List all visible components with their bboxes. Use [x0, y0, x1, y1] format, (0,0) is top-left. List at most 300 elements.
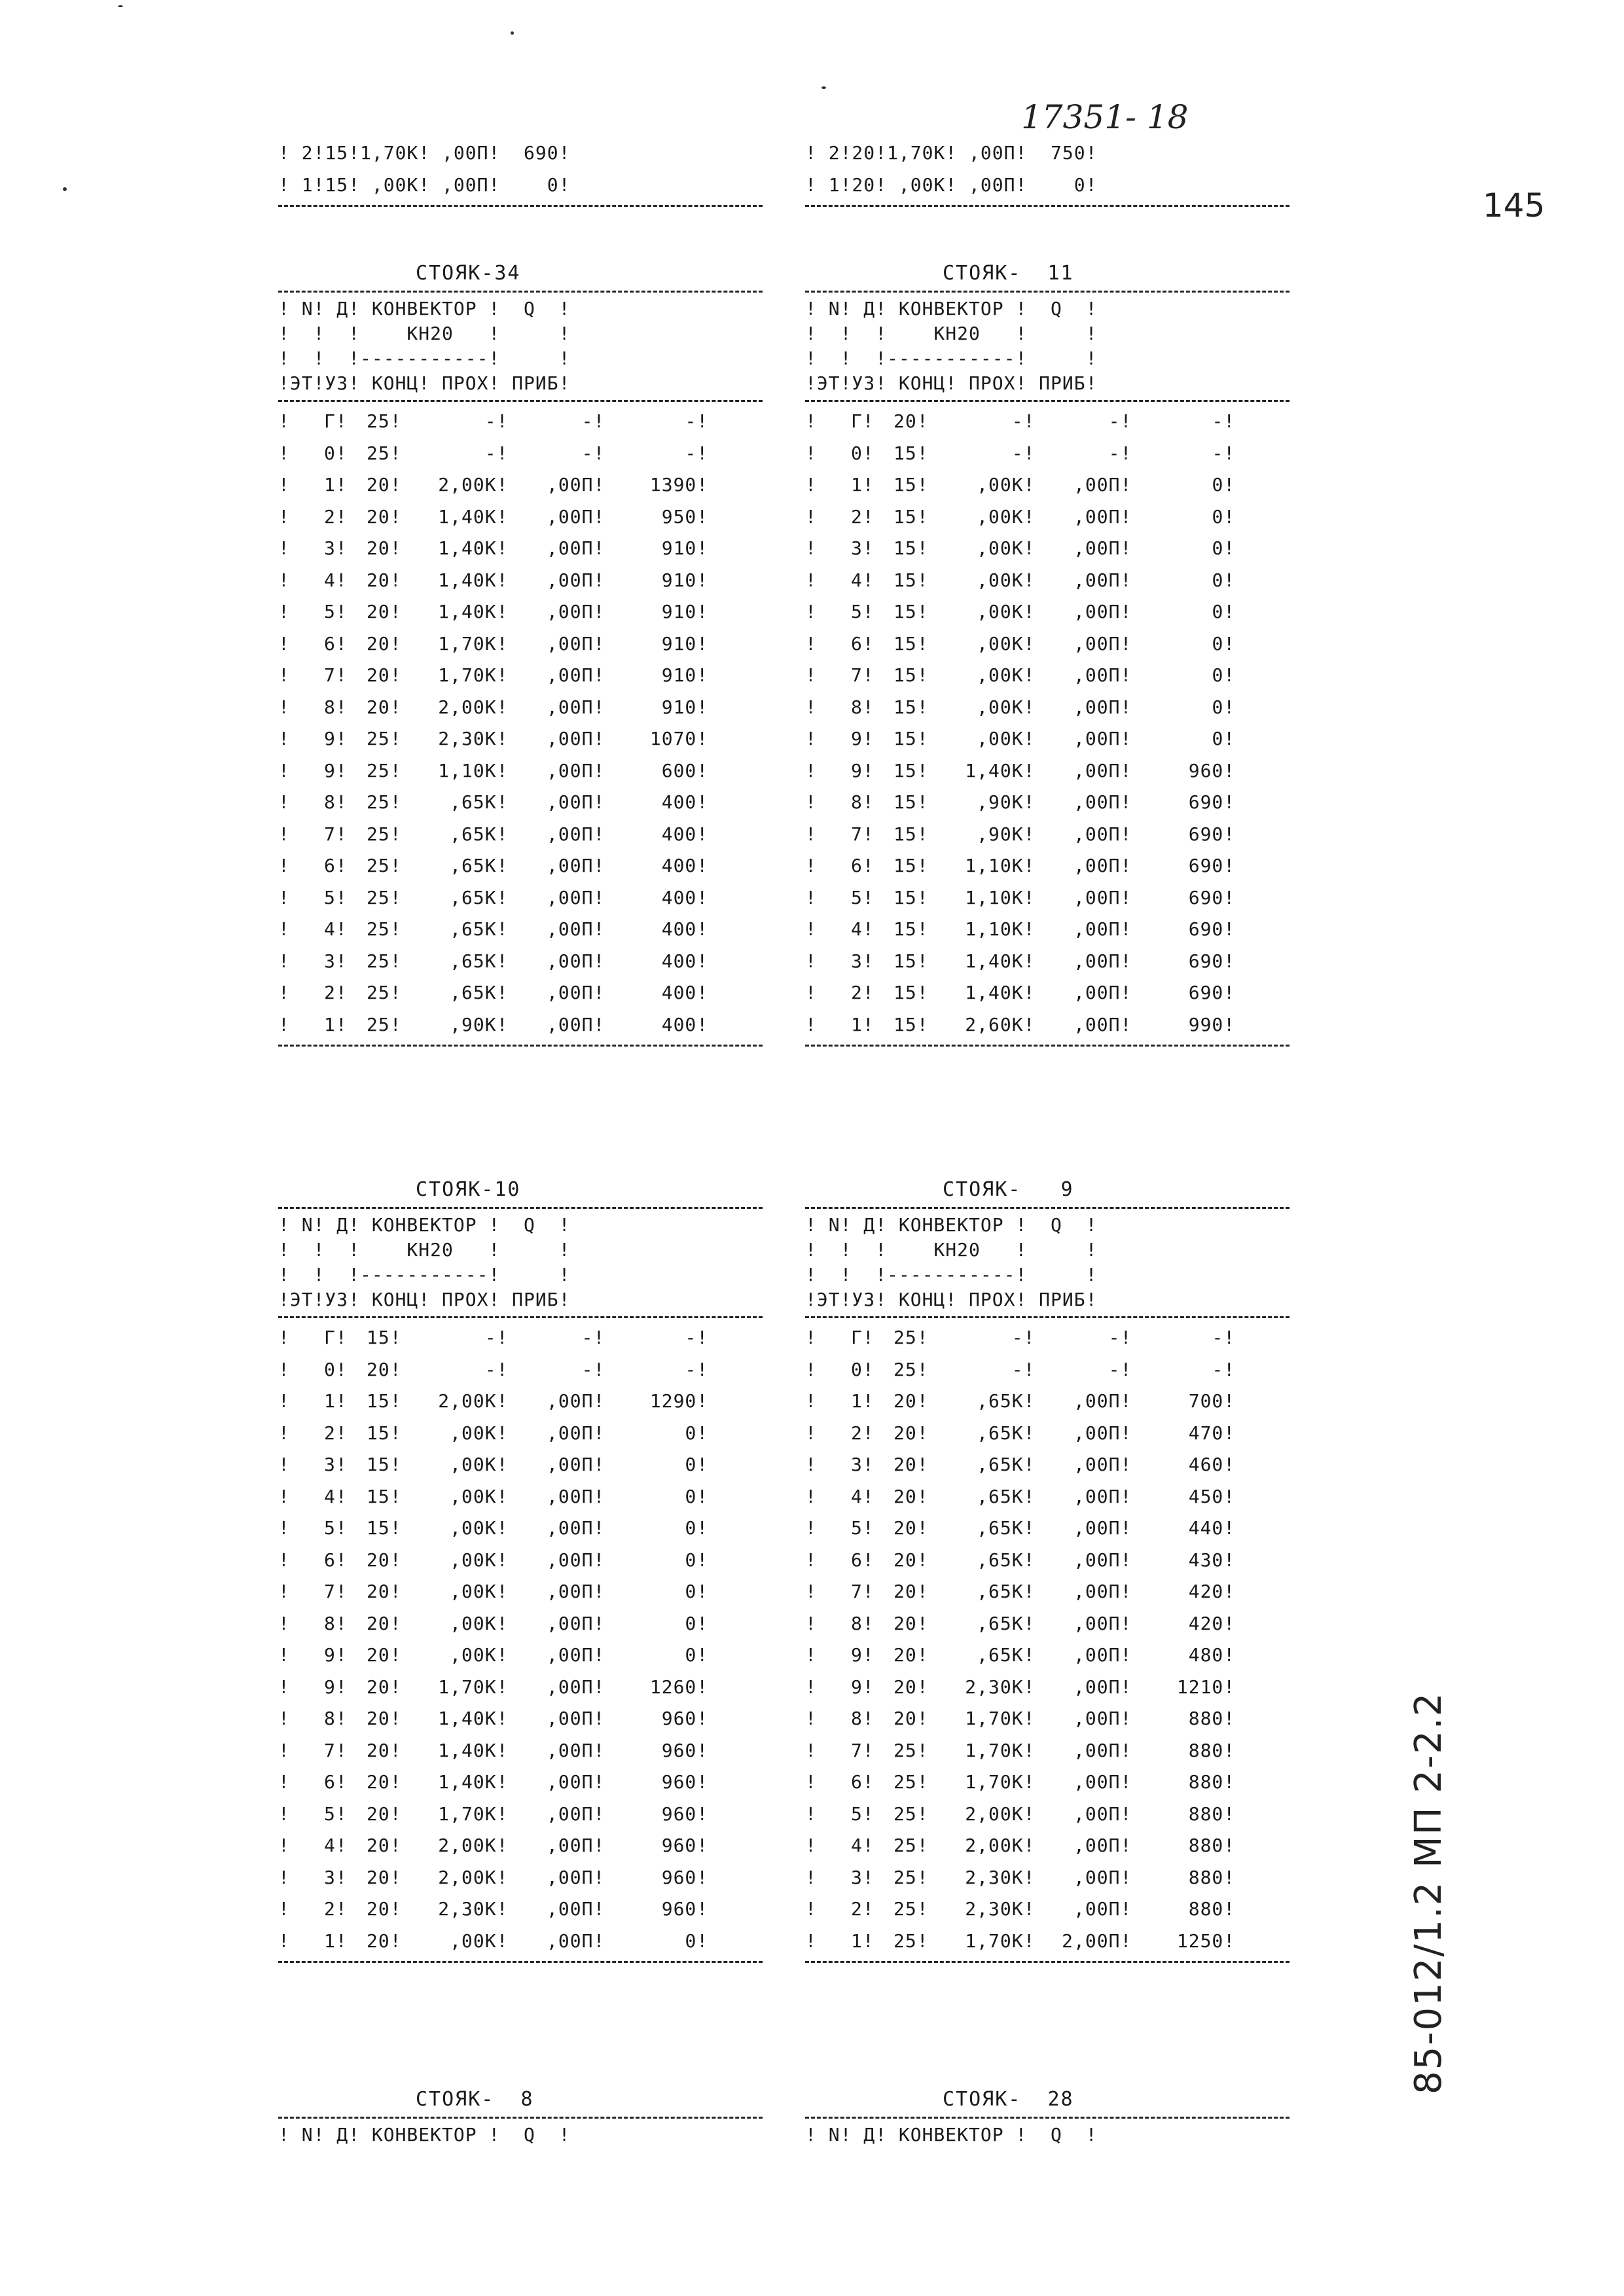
pass-convector-cell: ,00П	[547, 1898, 594, 1920]
column-separator: !	[862, 823, 875, 845]
column-separator: !	[696, 1549, 709, 1571]
table-header-line: ! ! !-----------! !	[278, 348, 571, 369]
pass-convector-cell: ,00П	[547, 569, 594, 591]
heat-load-cell: -	[685, 442, 697, 464]
heat-load-cell: 400	[661, 823, 697, 845]
floor-cell: 3	[324, 537, 336, 559]
column-separator: !	[389, 791, 402, 813]
riser-table	[805, 2088, 1290, 2147]
column-separator: !	[593, 1549, 605, 1571]
heat-load-cell: 0	[685, 1929, 697, 1952]
column-separator: !	[278, 1549, 290, 1571]
column-separator: !	[696, 1644, 709, 1666]
column-separator: !	[496, 1739, 509, 1761]
column-separator: !	[805, 1898, 817, 1920]
column-separator: !	[805, 1358, 817, 1380]
pass-convector-cell: -	[581, 1358, 594, 1380]
end-convector-cell: -	[484, 442, 497, 464]
column-separator: !	[1120, 442, 1132, 464]
column-separator: !	[1223, 855, 1236, 876]
heat-load-cell: 910	[661, 569, 697, 591]
column-separator: !	[696, 664, 709, 686]
column-separator: !	[278, 950, 290, 972]
floor-cell: 8	[851, 1612, 863, 1634]
end-convector-cell: 1,40К	[438, 601, 497, 622]
diameter-cell: 15	[893, 569, 917, 591]
diameter-cell: 20	[367, 1581, 390, 1602]
column-separator: !	[916, 505, 929, 528]
end-convector-cell: ,00К	[450, 1581, 497, 1602]
end-convector-cell: 1,70К	[438, 664, 497, 686]
pass-convector-cell: ,00П	[547, 1771, 594, 1793]
table-header-line: ! ! !-----------! !	[278, 1264, 571, 1285]
column-separator: !	[278, 982, 290, 1003]
column-separator: !	[696, 791, 709, 813]
column-separator: !	[335, 1581, 348, 1602]
end-convector-cell: 1,70К	[965, 1739, 1024, 1761]
column-separator: !	[916, 823, 929, 845]
column-separator: !	[696, 601, 709, 622]
column-separator: !	[278, 1581, 290, 1602]
floor-cell: 1	[851, 1390, 863, 1412]
floor-cell: 5	[851, 886, 863, 908]
pass-convector-cell: -	[1108, 1358, 1121, 1380]
column-separator: !	[389, 696, 402, 718]
pass-convector-cell: 2,00П	[1062, 1929, 1121, 1952]
column-separator: !	[805, 696, 817, 718]
end-convector-cell: ,65К	[977, 1644, 1024, 1666]
table-header-line: !ЭТ!УЗ! КОНЦ! ПРОХ! ПРИБ!	[805, 1289, 1098, 1310]
column-separator: !	[1120, 886, 1132, 908]
diameter-cell: 25	[893, 1739, 917, 1761]
column-separator: !	[1023, 1327, 1036, 1348]
column-separator: !	[335, 886, 348, 908]
column-separator: !	[1023, 664, 1036, 686]
column-separator: !	[1223, 791, 1236, 813]
diameter-cell: 20	[893, 1390, 917, 1412]
column-separator: !	[389, 537, 402, 559]
column-separator: !	[805, 1517, 817, 1539]
column-separator: !	[278, 537, 290, 559]
floor-cell: 7	[851, 664, 863, 686]
end-convector-cell: ,00К	[977, 601, 1024, 622]
floor-cell: 1	[851, 1929, 863, 1952]
floor-cell: 6	[324, 632, 336, 655]
column-separator: !	[1223, 1581, 1236, 1602]
end-convector-cell: ,00К	[450, 1485, 497, 1507]
pass-convector-cell: ,00П	[1074, 759, 1121, 781]
column-separator: !	[805, 1771, 817, 1793]
column-separator: !	[335, 950, 348, 972]
column-separator: !	[278, 728, 290, 749]
column-separator: !	[593, 855, 605, 876]
heat-load-cell: 880	[1188, 1771, 1224, 1793]
table-fragment-left	[278, 137, 763, 211]
table-row	[805, 850, 1290, 882]
column-separator: !	[593, 1803, 605, 1825]
heat-load-cell: -	[685, 1327, 697, 1348]
floor-cell: 1	[324, 474, 336, 495]
diameter-cell: 15	[367, 1422, 390, 1444]
column-separator: !	[389, 886, 402, 908]
column-separator: !	[1120, 1422, 1132, 1444]
column-separator: !	[1120, 1327, 1132, 1348]
column-separator: !	[696, 1390, 709, 1412]
heat-load-cell: -	[1212, 1358, 1224, 1380]
column-separator: !	[593, 1835, 605, 1856]
floor-cell: 9	[324, 1676, 336, 1698]
floor-cell: 4	[851, 918, 863, 940]
column-separator: !	[862, 410, 875, 432]
column-separator: !	[862, 950, 875, 972]
column-separator: !	[1023, 1739, 1036, 1761]
diameter-cell: 15	[367, 1390, 390, 1412]
end-convector-cell: -	[1011, 1358, 1024, 1380]
table-row	[278, 1009, 763, 1041]
end-convector-cell: -	[1011, 442, 1024, 464]
floor-cell: 6	[324, 1549, 336, 1571]
diameter-cell: 20	[893, 1644, 917, 1666]
table-row	[805, 469, 1290, 501]
end-convector-cell: 1,40К	[438, 505, 497, 528]
column-separator: !	[1120, 601, 1132, 622]
pass-convector-cell: ,00П	[1074, 505, 1121, 528]
end-convector-cell: 1,40К	[438, 1771, 497, 1793]
column-separator: !	[696, 982, 709, 1003]
column-separator: !	[278, 1422, 290, 1444]
diameter-cell: 25	[367, 410, 390, 432]
column-separator: !	[1120, 505, 1132, 528]
heat-load-cell: 690	[1188, 823, 1224, 845]
pass-convector-cell: ,00П	[1074, 1739, 1121, 1761]
column-separator: !	[278, 791, 290, 813]
column-separator: !	[696, 1803, 709, 1825]
column-separator: !	[805, 1485, 817, 1507]
column-separator: !	[1023, 1771, 1036, 1793]
column-separator: !	[593, 442, 605, 464]
document-stamp: 17351- 18	[1021, 98, 1189, 136]
diameter-cell: 20	[367, 1835, 390, 1856]
column-separator: !	[805, 410, 817, 432]
column-separator: !	[593, 1866, 605, 1888]
column-separator: !	[593, 1358, 605, 1380]
pass-convector-cell: ,00П	[1074, 1803, 1121, 1825]
end-convector-cell: ,00К	[977, 632, 1024, 655]
column-separator: !	[1120, 1517, 1132, 1539]
table-row	[805, 755, 1290, 787]
column-separator: !	[805, 1739, 817, 1761]
column-separator: !	[1223, 1803, 1236, 1825]
floor-cell: 1	[324, 1929, 336, 1952]
end-convector-cell: ,65К	[450, 950, 497, 972]
table-row	[278, 1703, 763, 1735]
column-separator: !	[1223, 982, 1236, 1003]
column-separator: !	[335, 855, 348, 876]
column-separator: !	[862, 1708, 875, 1729]
diameter-cell: 15	[367, 1485, 390, 1507]
floor-cell: 8	[851, 791, 863, 813]
floor-cell: 7	[324, 664, 336, 686]
diameter-cell: 15	[893, 537, 917, 559]
riser-table	[278, 262, 763, 1050]
table-row	[805, 406, 1290, 438]
heat-load-cell: 400	[661, 918, 697, 940]
heat-load-cell: -	[1212, 442, 1224, 464]
pass-convector-cell: ,00П	[547, 601, 594, 622]
table-row	[278, 1830, 763, 1862]
column-separator: !	[389, 1676, 402, 1698]
floor-cell: Г	[324, 410, 336, 432]
table-row	[278, 533, 763, 565]
column-separator: !	[278, 569, 290, 591]
floor-cell: 1	[851, 474, 863, 495]
column-separator: !	[1120, 1454, 1132, 1475]
column-separator: !	[389, 1327, 402, 1348]
column-separator: !	[335, 1644, 348, 1666]
column-separator: !	[1023, 442, 1036, 464]
pass-convector-cell: ,00П	[547, 696, 594, 718]
table-header-line: ! ! ! КН20 ! !	[278, 1239, 571, 1261]
diameter-cell: 20	[367, 1929, 390, 1952]
column-separator: !	[389, 1013, 402, 1035]
column-separator: !	[389, 505, 402, 528]
table-row	[278, 406, 763, 438]
column-separator: !	[916, 918, 929, 940]
heat-load-cell: 960	[661, 1866, 697, 1888]
table-header-line: ! N! Д! КОНВЕКТОР ! Q !	[278, 2124, 571, 2145]
column-separator: !	[389, 1866, 402, 1888]
column-separator: !	[1120, 1549, 1132, 1571]
column-separator: !	[1023, 1676, 1036, 1698]
pass-convector-cell: -	[581, 1327, 594, 1348]
column-separator: !	[916, 1708, 929, 1729]
speck	[63, 187, 67, 191]
table-title: СТОЯК- 28	[943, 2088, 1074, 2111]
table-row	[278, 1545, 763, 1577]
diameter-cell: 25	[893, 1803, 917, 1825]
column-separator: !	[496, 1327, 509, 1348]
column-separator: !	[278, 918, 290, 940]
diameter-cell: 20	[367, 1612, 390, 1634]
column-separator: !	[1023, 759, 1036, 781]
diameter-cell: 20	[893, 1485, 917, 1507]
diameter-cell: 20	[367, 1676, 390, 1698]
heat-load-cell: 0	[685, 1612, 697, 1634]
column-separator: !	[862, 442, 875, 464]
column-separator: !	[278, 1517, 290, 1539]
column-separator: !	[1223, 759, 1236, 781]
column-separator: !	[805, 855, 817, 876]
pass-convector-cell: ,00П	[547, 886, 594, 908]
column-separator: !	[1120, 918, 1132, 940]
table-row	[805, 882, 1290, 914]
diameter-cell: 20	[893, 1676, 917, 1698]
table-header-line: ! ! !-----------! !	[805, 1264, 1098, 1285]
column-separator: !	[389, 950, 402, 972]
column-separator: !	[805, 664, 817, 686]
diameter-cell: 15	[893, 601, 917, 622]
diameter-cell: 20	[367, 1358, 390, 1380]
diameter-cell: 20	[893, 1549, 917, 1571]
riser-table	[805, 262, 1290, 1050]
table-row	[278, 1418, 763, 1450]
table-row	[805, 1830, 1290, 1862]
end-convector-cell: 2,00К	[438, 1866, 497, 1888]
heat-load-cell: 910	[661, 696, 697, 718]
column-separator: !	[1023, 855, 1036, 876]
column-separator: !	[278, 410, 290, 432]
column-separator: !	[1223, 632, 1236, 655]
table-row	[805, 438, 1290, 470]
heat-load-cell: 960	[661, 1708, 697, 1729]
pass-convector-cell: ,00П	[1074, 823, 1121, 845]
column-separator: !	[862, 1866, 875, 1888]
column-separator: !	[278, 1390, 290, 1412]
diameter-cell: 20	[367, 1866, 390, 1888]
end-convector-cell: ,65К	[450, 982, 497, 1003]
column-separator: !	[696, 1612, 709, 1634]
column-separator: !	[278, 632, 290, 655]
pass-convector-cell: ,00П	[1074, 1644, 1121, 1666]
diameter-cell: 15	[893, 632, 917, 655]
table-row	[805, 914, 1290, 946]
column-separator: !	[862, 1454, 875, 1475]
table-row	[278, 660, 763, 692]
column-separator: !	[496, 1013, 509, 1035]
table-row	[805, 787, 1290, 819]
pass-convector-cell: ,00П	[1074, 855, 1121, 876]
end-convector-cell: 2,30К	[438, 728, 497, 749]
pass-convector-cell: ,00П	[1074, 950, 1121, 972]
column-separator: !	[389, 823, 402, 845]
heat-load-cell: 910	[661, 601, 697, 622]
column-separator: !	[593, 1327, 605, 1348]
column-separator: !	[593, 664, 605, 686]
table-title: СТОЯК- 11	[943, 262, 1074, 285]
floor-cell: 4	[324, 1485, 336, 1507]
column-separator: !	[1223, 1327, 1236, 1348]
column-separator: !	[1223, 537, 1236, 559]
column-separator: !	[389, 1644, 402, 1666]
table-row	[278, 755, 763, 787]
column-separator: !	[593, 505, 605, 528]
divider	[278, 1316, 763, 1318]
column-separator: !	[389, 1803, 402, 1825]
diameter-cell: 15	[893, 950, 917, 972]
pass-convector-cell: ,00П	[1074, 1549, 1121, 1571]
end-convector-cell: 2,00К	[438, 1390, 497, 1412]
column-separator: !	[278, 1929, 290, 1952]
column-separator: !	[862, 1517, 875, 1539]
floor-cell: 0	[324, 442, 336, 464]
column-separator: !	[805, 442, 817, 464]
pass-convector-cell: ,00П	[547, 1866, 594, 1888]
column-separator: !	[1023, 918, 1036, 940]
end-convector-cell: 2,00К	[438, 474, 497, 495]
diameter-cell: 25	[367, 982, 390, 1003]
column-separator: !	[916, 728, 929, 749]
column-separator: !	[805, 474, 817, 495]
diameter-cell: 20	[367, 1708, 390, 1729]
column-separator: !	[389, 1358, 402, 1380]
column-separator: !	[696, 1929, 709, 1952]
column-separator: !	[1223, 918, 1236, 940]
column-separator: !	[496, 823, 509, 845]
column-separator: !	[496, 569, 509, 591]
end-convector-cell: 2,30К	[965, 1676, 1024, 1698]
heat-load-cell: 910	[661, 632, 697, 655]
table-row	[805, 1926, 1290, 1958]
column-separator: !	[1223, 601, 1236, 622]
column-separator: !	[389, 474, 402, 495]
column-separator: !	[696, 410, 709, 432]
column-separator: !	[1120, 1866, 1132, 1888]
heat-load-cell: 420	[1188, 1612, 1224, 1634]
column-separator: !	[496, 1803, 509, 1825]
table-header-line: ! N! Д! КОНВЕКТОР ! Q !	[805, 2124, 1098, 2145]
column-separator: !	[593, 728, 605, 749]
table-row	[278, 1799, 763, 1831]
column-separator: !	[862, 791, 875, 813]
heat-load-cell: 0	[1212, 728, 1224, 749]
table-row	[278, 1926, 763, 1958]
table-row	[278, 1481, 763, 1513]
column-separator: !	[593, 1739, 605, 1761]
column-separator: !	[1120, 474, 1132, 495]
column-separator: !	[1120, 1708, 1132, 1729]
column-separator: !	[916, 632, 929, 655]
pass-convector-cell: ,00П	[547, 1708, 594, 1729]
pass-convector-cell: ,00П	[547, 1612, 594, 1634]
floor-cell: 9	[851, 759, 863, 781]
column-separator: !	[916, 1549, 929, 1571]
column-separator: !	[335, 1549, 348, 1571]
column-separator: !	[496, 855, 509, 876]
column-separator: !	[335, 1739, 348, 1761]
column-separator: !	[1120, 537, 1132, 559]
diameter-cell: 15	[893, 664, 917, 686]
end-convector-cell: 1,40К	[438, 537, 497, 559]
diameter-cell: 20	[367, 1771, 390, 1793]
floor-cell: 0	[324, 1358, 336, 1380]
end-convector-cell: ,00К	[977, 664, 1024, 686]
column-separator: !	[805, 1454, 817, 1475]
heat-load-cell: 440	[1188, 1517, 1224, 1539]
floor-cell: 3	[324, 1866, 336, 1888]
table-row	[278, 1513, 763, 1545]
column-separator: !	[335, 1866, 348, 1888]
column-separator: !	[1023, 537, 1036, 559]
pass-convector-cell: ,00П	[547, 791, 594, 813]
column-separator: !	[696, 442, 709, 464]
heat-load-cell: 950	[661, 505, 697, 528]
column-separator: !	[278, 1454, 290, 1475]
table-title: СТОЯК-34	[416, 262, 521, 285]
end-convector-cell: ,00К	[450, 1517, 497, 1539]
column-separator: !	[278, 1327, 290, 1348]
diameter-cell: 25	[367, 791, 390, 813]
column-separator: !	[496, 1612, 509, 1634]
end-convector-cell: 2,00К	[438, 1835, 497, 1856]
floor-cell: 7	[851, 1739, 863, 1761]
end-convector-cell: ,00К	[977, 505, 1024, 528]
column-separator: !	[389, 1739, 402, 1761]
floor-cell: 4	[851, 1485, 863, 1507]
column-separator: !	[862, 1485, 875, 1507]
column-separator: !	[805, 1708, 817, 1729]
pass-convector-cell: ,00П	[1074, 918, 1121, 940]
column-separator: !	[335, 442, 348, 464]
